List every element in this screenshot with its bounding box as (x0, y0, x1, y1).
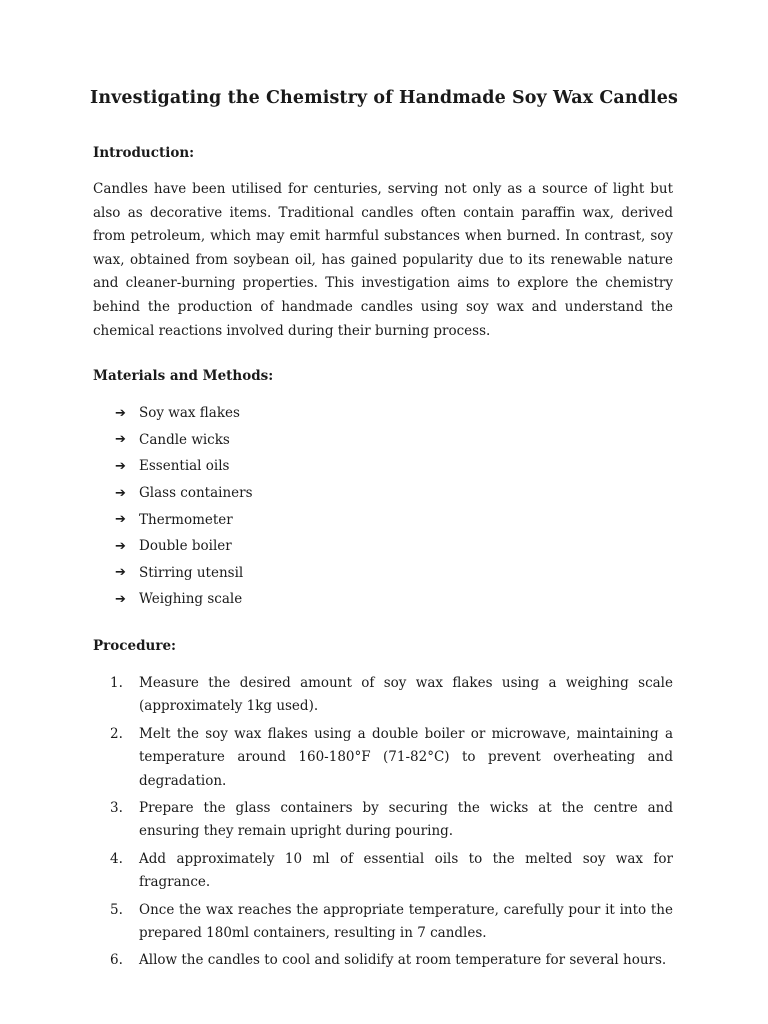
step-number: 1. (110, 675, 123, 691)
step-text: Allow the candles to cool and solidify at room temperature for several hours. (139, 952, 667, 969)
material-label: Thermometer (139, 511, 233, 528)
introduction-paragraph: Candles have been utilised for centuries, serving not only as a source of light but also as decorative items. Traditional candles often contain paraffin wax, derived from petroleum, which may emit harmful substances when burned. In contrast, soy wax, obtained from soybean oil, has gained popularity due to its renewable nature and cleaner-burning properties. This investigation aims to explore the chemistry behind the production of handmade candles using soy wax and understand the chemical reactions involved during their burning process. (93, 181, 673, 339)
material-label: Stirring utensil (139, 564, 244, 581)
step-number: 5. (110, 901, 123, 918)
arrow-right-icon: ➔ (115, 485, 126, 501)
procedure-heading: Procedure: (93, 638, 177, 654)
step-number: 3. (110, 800, 123, 817)
list-item (115, 560, 515, 587)
procedure-step (110, 723, 673, 793)
procedure-step (110, 899, 673, 946)
material-label: Essential oils (139, 458, 230, 475)
list-item (115, 400, 515, 427)
step-number: 6. (110, 952, 123, 969)
arrow-right-icon: ➔ (115, 512, 126, 528)
list-item (115, 586, 515, 613)
step-number: 2. (110, 725, 123, 742)
material-label: Double boiler (139, 538, 232, 555)
list-item (115, 427, 515, 454)
list-item (115, 480, 515, 507)
arrow-right-icon: ➔ (115, 405, 126, 421)
material-label: Weighing scale (139, 591, 243, 608)
list-item (115, 506, 515, 533)
step-number: 4. (110, 850, 123, 867)
step-text: Add approximately 10 ml of essential oils to the melted soy wax for fragrance. (139, 850, 673, 891)
material-label: Soy wax flakes (139, 405, 240, 422)
procedure-step (110, 797, 673, 844)
arrow-right-icon: ➔ (115, 432, 126, 448)
introduction-heading: Introduction: (93, 145, 195, 161)
step-text: Melt the soy wax flakes using a double boiler or microwave, maintaining a temperature around 160-180°F (71-82°C) to prevent overheating and degradation. (139, 725, 673, 789)
step-text: Prepare the glass containers by securing the wicks at the centre and ensuring they remain upright during pouring. (139, 800, 673, 840)
material-label: Glass containers (139, 485, 253, 502)
procedure-step (110, 672, 673, 719)
materials-heading: Materials and Methods: (93, 368, 274, 384)
step-text: Measure the desired amount of soy wax flakes using a weighing scale (approximately 1kg used). (139, 675, 673, 715)
arrow-right-icon: ➔ (115, 565, 126, 581)
procedure-step (110, 949, 673, 972)
arrow-right-icon: ➔ (115, 538, 126, 554)
procedure-step (110, 848, 673, 895)
list-item (115, 533, 515, 560)
arrow-right-icon: ➔ (115, 458, 126, 474)
materials-list (115, 400, 515, 613)
document-title: Investigating the Chemistry of Handmade Soy Wax Candles (90, 88, 678, 108)
procedure-list (110, 672, 673, 977)
material-label: Candle wicks (139, 431, 230, 448)
list-item (115, 453, 515, 480)
step-text: Once the wax reaches the appropriate temperature, carefully pour it into the prepared 180ml containers, resulting in 7 candles. (139, 901, 673, 942)
arrow-right-icon: ➔ (115, 591, 126, 607)
